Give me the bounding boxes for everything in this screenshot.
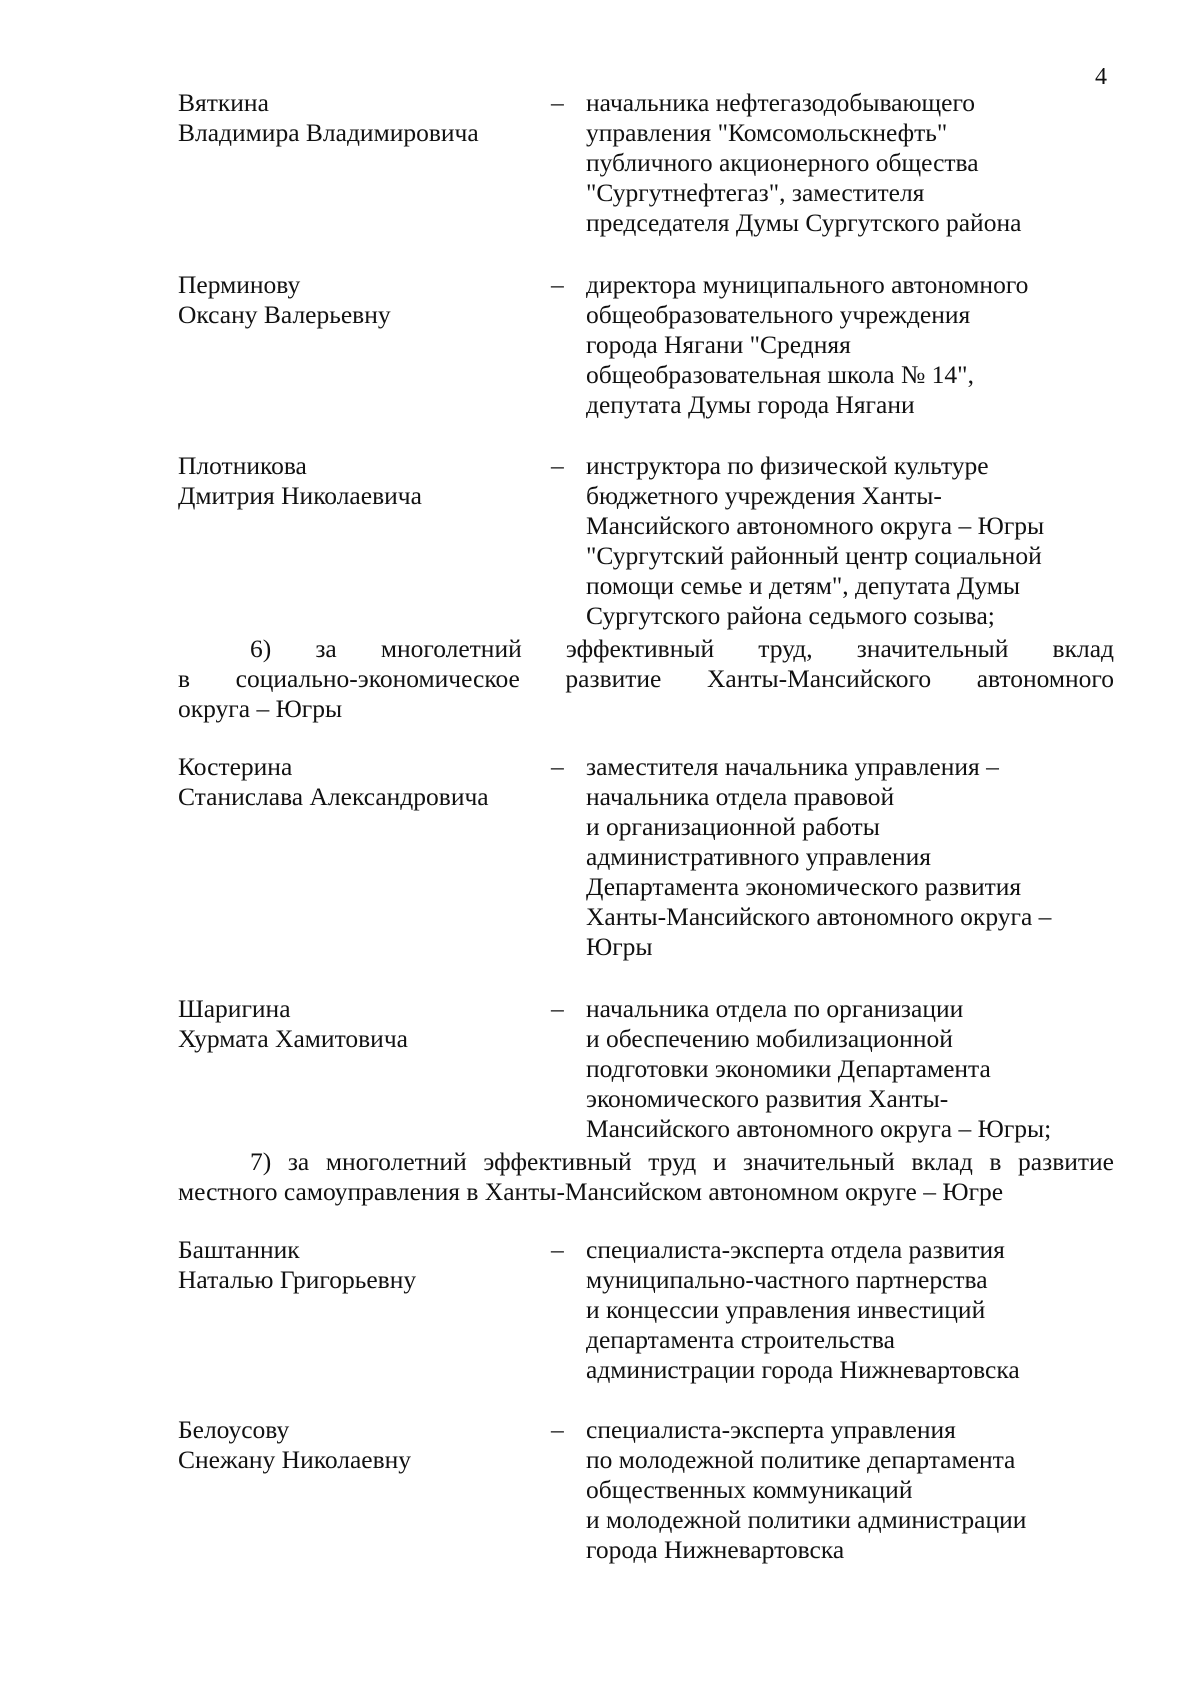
position-line: бюджетного учреждения Ханты- (586, 481, 942, 510)
position-description (586, 994, 1116, 1144)
person-name (178, 88, 538, 148)
position-line: публичного акционерного общества (586, 148, 979, 177)
given-names: Станислава Александровича (178, 782, 489, 811)
position-line: общественных коммуникаций (586, 1475, 913, 1504)
surname: Баштанник (178, 1235, 300, 1264)
position-line: депутата Думы города Нягани (586, 390, 915, 419)
surname: Плотникова (178, 451, 307, 480)
position-description (586, 451, 1116, 631)
position-line: по молодежной политике департамента (586, 1445, 1016, 1474)
position-line: Югры (586, 932, 653, 961)
surname: Костерина (178, 752, 293, 781)
dash-separator: – (551, 1235, 564, 1264)
position-description (586, 88, 1116, 238)
position-line: Мансийского автономного округа – Югры (586, 511, 1045, 540)
given-names: Наталью Григорьевну (178, 1265, 417, 1294)
position-line: общеобразовательная школа № 14", (586, 360, 974, 389)
position-line: департамента строительства (586, 1325, 895, 1354)
position-line: администрации города Нижневартовска (586, 1355, 1020, 1384)
position-line: подготовки экономики Департамента (586, 1054, 991, 1083)
position-line: директора муниципального автономного (586, 270, 1029, 299)
position-description (586, 1235, 1116, 1385)
dash-separator: – (551, 270, 564, 299)
position-line: "Сургутнефтегаз", заместителя (586, 178, 925, 207)
dash-separator: – (551, 451, 564, 480)
surname: Вяткина (178, 88, 269, 117)
position-line: специалиста-эксперта отдела развития (586, 1235, 1005, 1264)
page-number: 4 (1095, 64, 1107, 90)
dash-separator: – (551, 1415, 564, 1444)
position-line: общеобразовательного учреждения (586, 300, 971, 329)
position-line: и обеспечению мобилизационной (586, 1024, 953, 1053)
surname: Перминову (178, 270, 301, 299)
position-line: помощи семье и детям", депутата Думы (586, 571, 1021, 600)
position-line: начальника отдела по организации (586, 994, 964, 1023)
position-line: Департамента экономического развития (586, 872, 1022, 901)
position-line: Сургутского района седьмого созыва; (586, 601, 995, 630)
award-category-paragraph (178, 634, 1114, 724)
dash-separator: – (551, 994, 564, 1023)
given-names: Дмитрия Николаевича (178, 481, 422, 510)
paragraph-line: 7) за многолетний эффективный труд и значительный вклад в развитие (250, 1147, 1114, 1176)
position-line: административного управления (586, 842, 931, 871)
dash-separator: – (551, 752, 564, 781)
position-line: города Нижневартовска (586, 1535, 845, 1564)
position-line: города Нягани "Средняя (586, 330, 851, 359)
surname: Шаригина (178, 994, 291, 1023)
position-line: специалиста-эксперта управления (586, 1415, 956, 1444)
person-name (178, 994, 538, 1054)
position-description (586, 752, 1116, 962)
position-line: и организационной работы (586, 812, 880, 841)
position-line: управления "Комсомольскнефть" (586, 118, 948, 147)
person-name (178, 1415, 538, 1475)
paragraph-line: местного самоуправления в Ханты-Мансийском автономном округе – Югре (178, 1177, 1004, 1206)
surname: Белоусову (178, 1415, 290, 1444)
position-line: "Сургутский районный центр социальной (586, 541, 1042, 570)
position-line: Мансийского автономного округа – Югры; (586, 1114, 1052, 1143)
person-name (178, 270, 538, 330)
position-description (586, 1415, 1116, 1565)
award-category-paragraph (178, 1147, 1114, 1207)
person-name (178, 752, 538, 812)
position-line: инструктора по физической культуре (586, 451, 989, 480)
person-name (178, 451, 538, 511)
position-line: начальника отдела правовой (586, 782, 895, 811)
position-line: Ханты-Мансийского автономного округа – (586, 902, 1052, 931)
given-names: Хурмата Хамитовича (178, 1024, 408, 1053)
position-line: муниципально-частного партнерства (586, 1265, 988, 1294)
given-names: Снежану Николаевну (178, 1445, 412, 1474)
position-line: и молодежной политики администрации (586, 1505, 1027, 1534)
position-line: заместителя начальника управления – (586, 752, 999, 781)
position-line: экономического развития Ханты- (586, 1084, 949, 1113)
dash-separator: – (551, 88, 564, 117)
paragraph-line: в социально-экономическое развитие Ханты-Мансийского автономного (178, 664, 1114, 693)
position-line: начальника нефтегазодобывающего (586, 88, 976, 117)
position-line: и концессии управления инвестиций (586, 1295, 986, 1324)
paragraph-line: округа – Югры (178, 694, 343, 723)
position-line: председателя Думы Сургутского района (586, 208, 1022, 237)
position-description (586, 270, 1116, 420)
given-names: Владимира Владимировича (178, 118, 479, 147)
paragraph-line: 6) за многолетний эффективный труд, значительный вклад (250, 634, 1114, 663)
given-names: Оксану Валерьевну (178, 300, 391, 329)
person-name (178, 1235, 538, 1295)
